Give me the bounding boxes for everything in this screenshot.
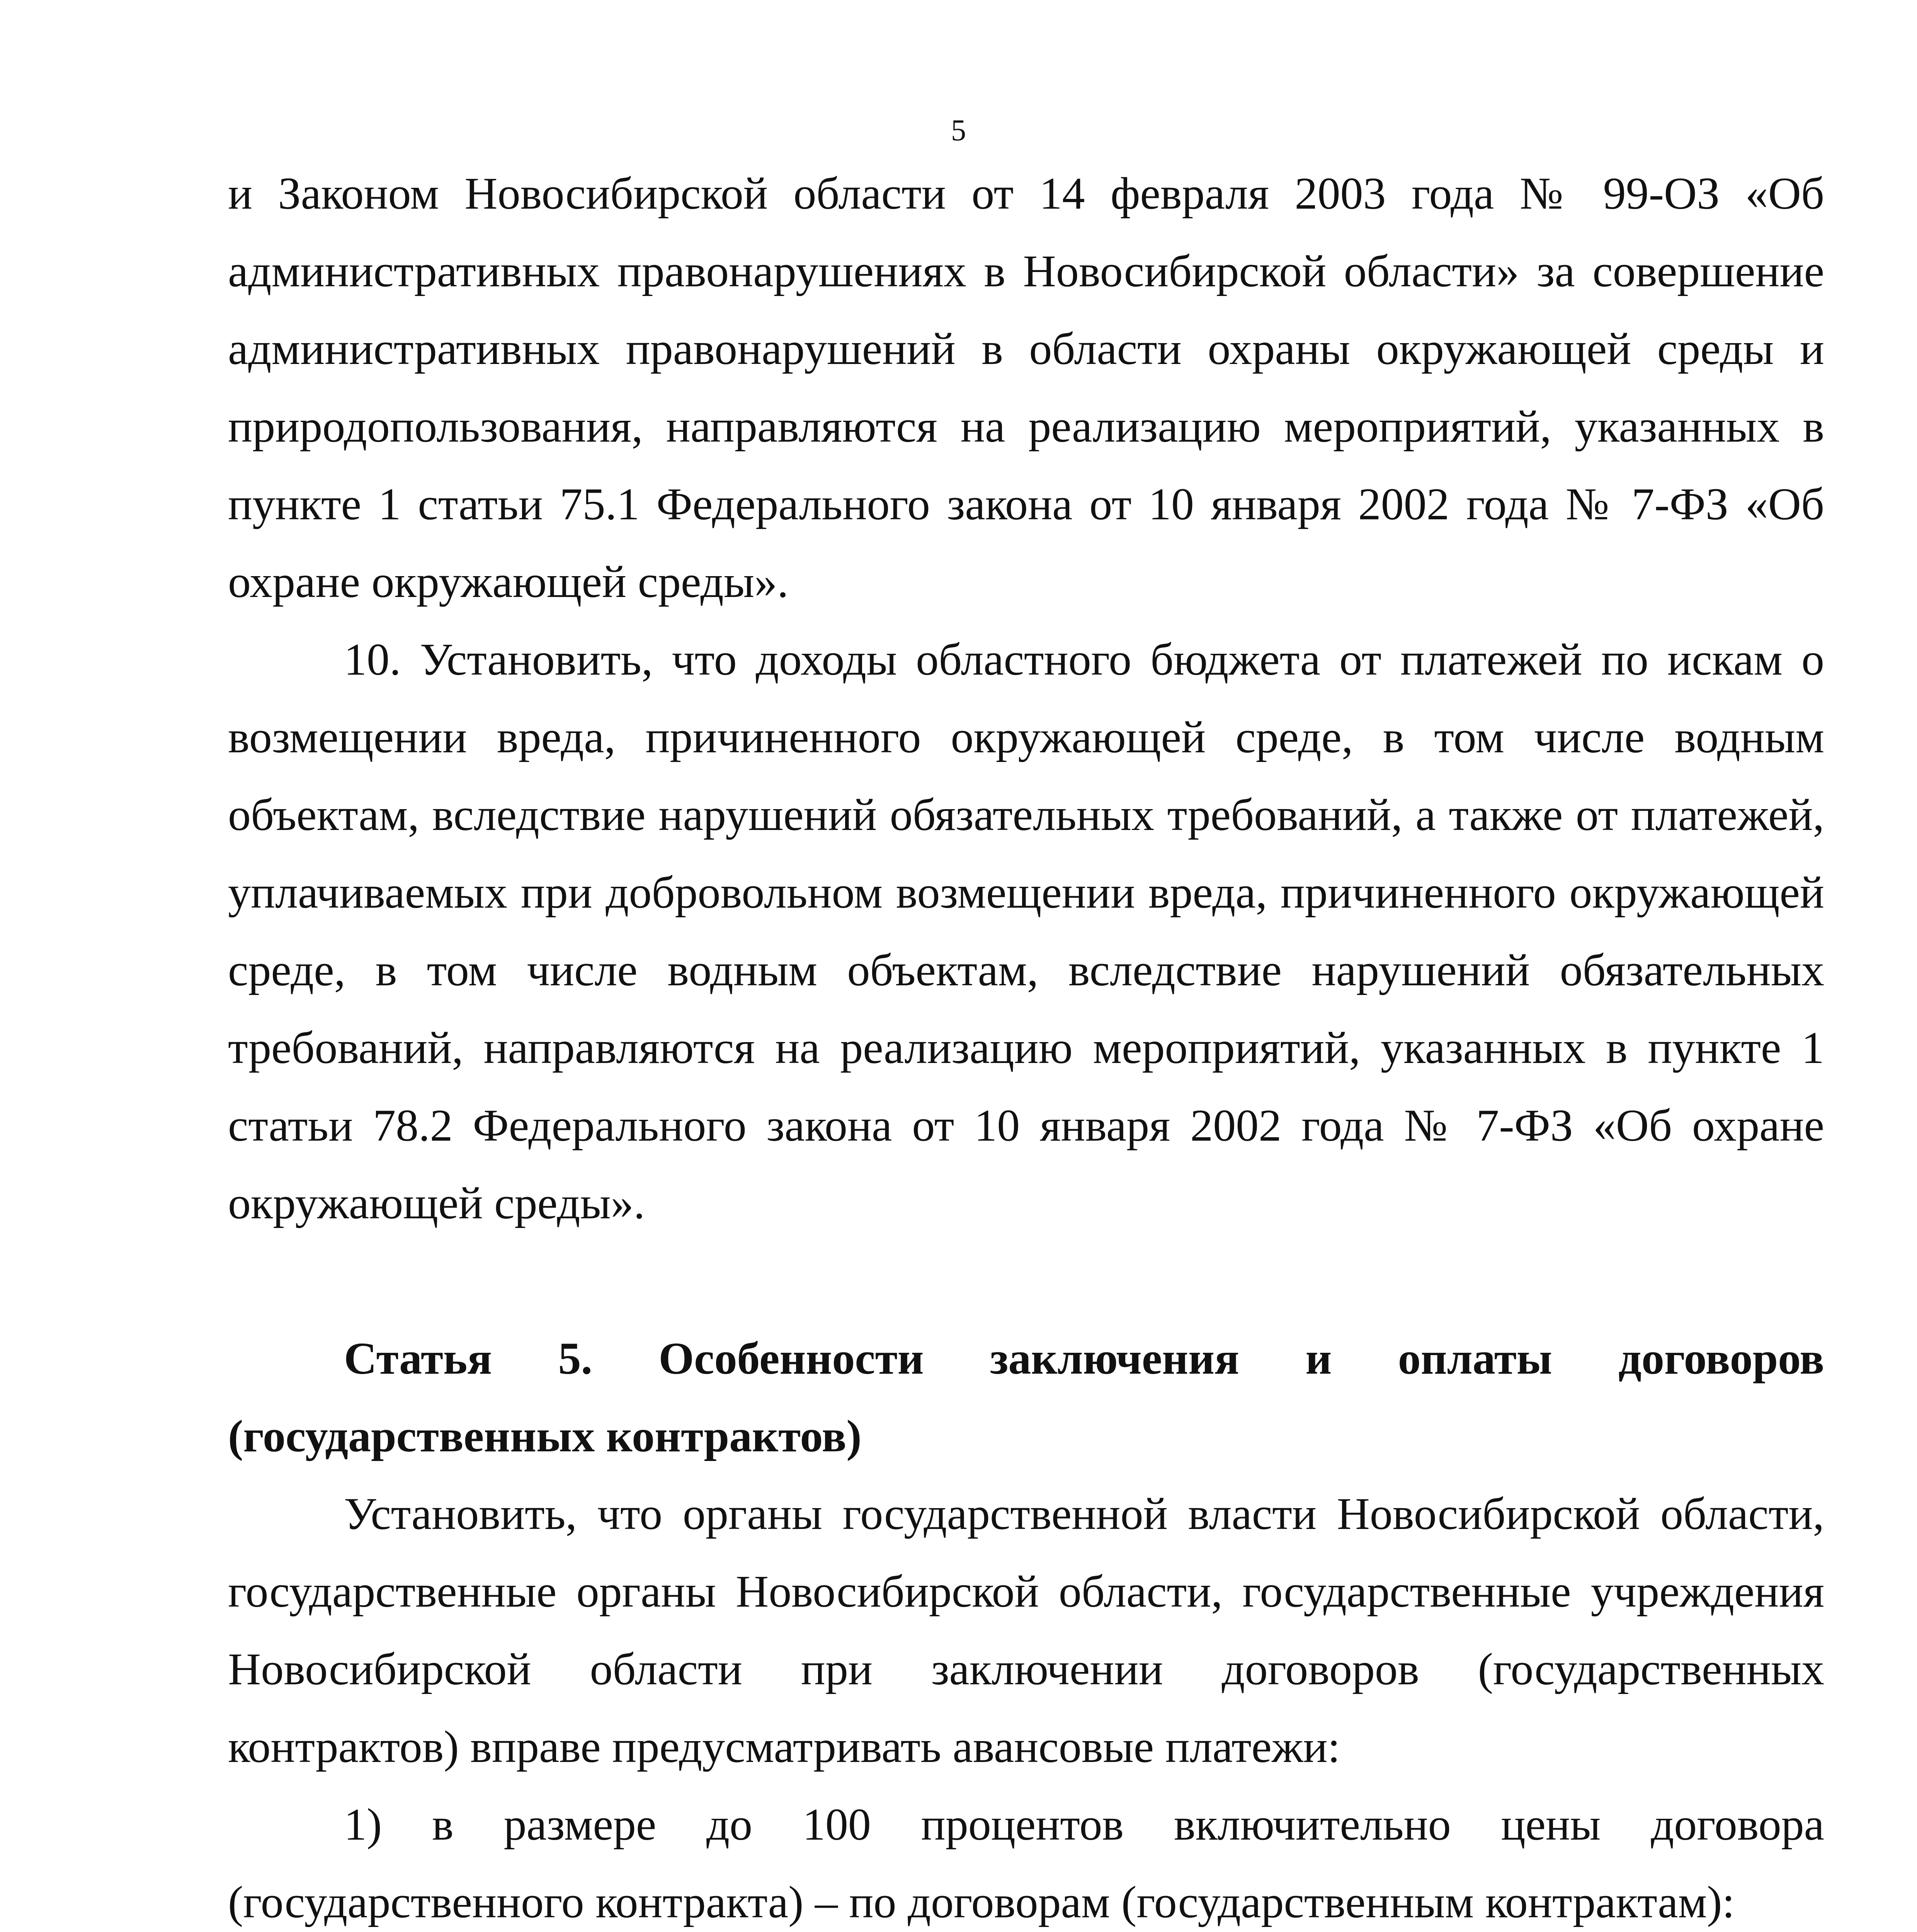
paragraph-item-10: 10. Установить, что доходы областного бюджета от платежей по искам о возмещении вреда, причиненного окружающей среде, в том числе водным объектам, вследствие нарушений обязательных требований, а также от платежей, уплачиваемых при добровольном возмещении вреда, причиненного окружающей среде, в том числе водным объектам, вследствие нарушений обязательных требований, направляются на реализацию мероприятий, указанных в пункте 1 статьи 78.2 Федерального закона от 10 января 2002 года № 7-ФЗ «Об охране окружающей среды». (228, 634, 1824, 1228)
article-5-heading: Статья 5. Особенности заключения и оплаты договоров (государственных контрактов) (228, 1333, 1824, 1461)
paragraph-article-5-intro: Установить, что органы государственной власти Новосибирской области, государственные органы Новосибирской области, государственные учреждения Новосибирской области при заключении договоров (государственных контрактов) вправе предусматривать авансовые платежи: (228, 1488, 1824, 1772)
document-body (228, 155, 1824, 1932)
list-item-1: 1) в размере до 100 процентов включительно цены договора (государственного контракта) – по договорам (государственным контрактам): (228, 1799, 1824, 1927)
paragraph-continuation: и Законом Новосибирской области от 14 февраля 2003 года № 99-ОЗ «Об административных правонарушениях в Новосибирской области» за совершение административных правонарушений в области охраны окружающей среды и природопользования, направляются на реализацию мероприятий, указанных в пункте 1 статьи 75.1 Федерального закона от 10 января 2002 года № 7-ФЗ «Об охране окружающей среды». (228, 168, 1824, 607)
page-number: 5 (951, 113, 966, 147)
